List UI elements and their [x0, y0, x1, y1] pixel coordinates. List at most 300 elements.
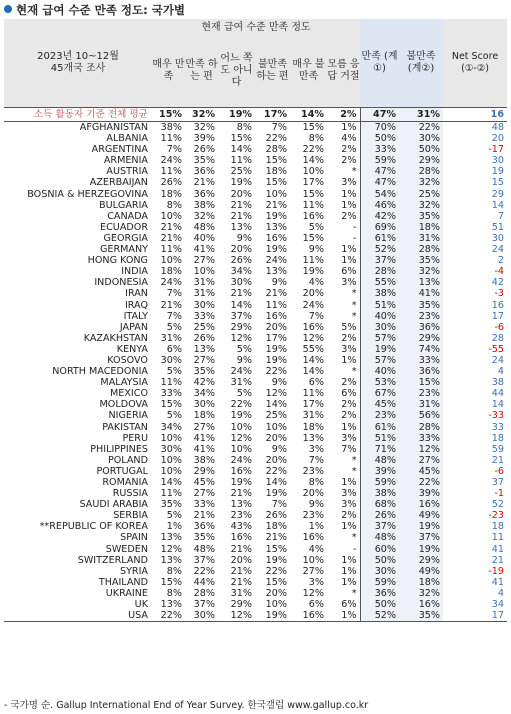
- value-cell: 12%: [230, 332, 252, 344]
- value-cell: 32%: [399, 177, 443, 188]
- value-cell: 13%: [230, 221, 252, 233]
- value-cell: *: [327, 532, 360, 543]
- table-row: [4, 510, 507, 521]
- value-cell: 53%: [360, 377, 399, 388]
- value-cell: 35%: [193, 532, 215, 544]
- satisfaction-table: [4, 19, 507, 622]
- average-net: 16: [443, 108, 507, 122]
- value-cell: 18%: [265, 521, 287, 533]
- value-cell: 17%: [265, 332, 287, 344]
- country-name: ECUADOR: [100, 221, 148, 233]
- net-score-cell: 52: [491, 499, 505, 511]
- header-col-very-dissatisfied: 매우 불만족: [290, 37, 327, 108]
- value-cell: 37%: [360, 521, 399, 532]
- value-cell: 34%: [160, 421, 182, 433]
- value-cell: 31%: [302, 410, 324, 422]
- net-score-cell: 33: [491, 421, 505, 433]
- value-cell: 23%: [399, 388, 443, 399]
- value-cell: 22%: [399, 122, 443, 134]
- value-cell: 9%: [236, 232, 252, 244]
- value-cell: 19%: [265, 244, 287, 256]
- country-name: HONG KONG: [87, 255, 148, 267]
- value-cell: 45%: [360, 399, 399, 410]
- country-name: SYRIA: [119, 565, 148, 577]
- net-score-cell: 17: [491, 310, 505, 322]
- value-cell: 21%: [160, 299, 182, 311]
- value-cell: 18%: [160, 188, 182, 200]
- page-title: [4, 2, 185, 18]
- table-row: [4, 155, 507, 166]
- value-cell: 48%: [193, 221, 215, 233]
- table-row: [4, 555, 507, 566]
- value-cell: 6%: [166, 343, 182, 355]
- table-row: [4, 377, 507, 388]
- value-cell: 40%: [360, 311, 399, 322]
- country-name: ALBANIA: [106, 133, 148, 145]
- value-cell: 10%: [265, 599, 287, 611]
- value-cell: 50%: [360, 555, 399, 566]
- value-cell: 29%: [399, 555, 443, 566]
- value-cell: 68%: [360, 499, 399, 510]
- value-cell: 11%: [160, 166, 182, 178]
- country-name: AZERBAIJAN: [89, 177, 148, 189]
- country-name: INDONESIA: [94, 277, 148, 289]
- value-cell: 3%: [308, 576, 324, 588]
- value-cell: 13%: [193, 343, 215, 355]
- table-row: [4, 189, 507, 200]
- value-cell: 19%: [302, 266, 324, 278]
- value-cell: 21%: [160, 232, 182, 244]
- value-cell: 31%: [193, 277, 215, 289]
- value-cell: 12%: [302, 587, 324, 599]
- table-row: [4, 599, 507, 610]
- net-score-cell: 18: [491, 521, 505, 533]
- value-cell: 6%: [308, 377, 324, 389]
- value-cell: 41%: [399, 288, 443, 299]
- value-cell: 7%: [166, 288, 182, 300]
- value-cell: 24%: [160, 155, 182, 167]
- value-cell: 35%: [193, 366, 215, 378]
- net-score-cell: 30: [491, 232, 505, 244]
- net-score-cell: -1: [494, 488, 505, 500]
- value-cell: 7%: [166, 310, 182, 322]
- table-row: [4, 311, 507, 322]
- value-cell: 24%: [230, 454, 252, 466]
- average-cell: 32%: [185, 108, 218, 122]
- value-cell: 16%: [302, 210, 324, 222]
- value-cell: 27%: [302, 565, 324, 577]
- table-body: [4, 108, 507, 622]
- country-name: IRAQ: [124, 299, 148, 311]
- header-scope: 45개국 조사: [50, 63, 106, 74]
- country-name: NIGERIA: [108, 410, 148, 422]
- value-cell: *: [327, 588, 360, 599]
- value-cell: 59%: [360, 155, 399, 166]
- value-cell: 20%: [230, 188, 252, 200]
- table-row: [4, 388, 507, 399]
- table-row: [4, 222, 507, 233]
- value-cell: 2%: [327, 399, 360, 410]
- value-cell: 29%: [399, 333, 443, 344]
- value-cell: 36%: [399, 366, 443, 377]
- value-cell: 5%: [166, 321, 182, 333]
- value-cell: 19%: [265, 354, 287, 366]
- value-cell: 38%: [360, 488, 399, 499]
- table-row: [4, 544, 507, 555]
- value-cell: 11%: [302, 199, 324, 211]
- value-cell: -: [327, 544, 360, 555]
- value-cell: 28%: [399, 166, 443, 177]
- value-cell: 55%: [360, 277, 399, 288]
- net-score-cell: 59: [491, 443, 505, 455]
- value-cell: 19%: [230, 477, 252, 488]
- value-cell: 1%: [327, 200, 360, 211]
- value-cell: 15%: [302, 232, 324, 244]
- value-cell: 37%: [193, 599, 215, 611]
- net-score-cell: 51: [491, 221, 505, 233]
- value-cell: 42%: [193, 377, 215, 389]
- value-cell: 19%: [265, 343, 287, 355]
- country-name: MEXICO: [110, 388, 148, 400]
- net-score-cell: -55: [488, 343, 505, 355]
- header-sum-dissatisfied: 불만족 (계②): [399, 19, 443, 108]
- country-name: SWEDEN: [105, 543, 148, 555]
- net-score-cell: 18: [491, 432, 505, 444]
- value-cell: 36%: [193, 188, 215, 200]
- value-cell: 35%: [160, 499, 182, 511]
- table-row: [4, 200, 507, 211]
- net-score-cell: 21: [491, 554, 505, 566]
- net-score-cell: -33: [488, 410, 505, 422]
- value-cell: 3%: [308, 443, 324, 455]
- value-cell: 34%: [230, 266, 252, 278]
- footnote: - 국가명 순. Gallup International End of Year Survey. 한국갤럽 www.gallup.co.kr: [4, 700, 369, 711]
- net-score-cell: 4: [497, 366, 505, 378]
- country-name: AFGHANISTAN: [79, 122, 148, 133]
- value-cell: 33%: [399, 355, 443, 366]
- value-cell: 16%: [265, 232, 287, 244]
- net-score-cell: -19: [488, 565, 505, 577]
- country-name: ITALY: [123, 310, 148, 322]
- value-cell: 10%: [160, 255, 182, 267]
- average-cell: 31%: [399, 108, 443, 122]
- average-cell: 2%: [327, 108, 360, 122]
- value-cell: 1%: [327, 244, 360, 255]
- value-cell: 36%: [193, 521, 215, 533]
- value-cell: 21%: [230, 210, 252, 222]
- value-cell: 47%: [360, 166, 399, 177]
- value-cell: 4%: [308, 543, 324, 555]
- value-cell: 3%: [327, 277, 360, 288]
- value-cell: 49%: [399, 566, 443, 577]
- value-cell: 19%: [399, 544, 443, 555]
- table-row: [4, 588, 507, 599]
- value-cell: 17%: [302, 399, 324, 411]
- value-cell: 25%: [265, 410, 287, 422]
- value-cell: 15%: [265, 576, 287, 588]
- value-cell: 3%: [327, 344, 360, 355]
- value-cell: 22%: [193, 565, 215, 577]
- value-cell: 1%: [327, 521, 360, 532]
- value-cell: 3%: [327, 433, 360, 444]
- value-cell: 37%: [230, 310, 252, 322]
- value-cell: 9%: [271, 277, 287, 289]
- value-cell: 24%: [230, 366, 252, 378]
- net-score-cell: 37: [491, 477, 505, 488]
- value-cell: 38%: [193, 199, 215, 211]
- value-cell: 22%: [230, 399, 252, 411]
- value-cell: 15%: [265, 177, 287, 189]
- net-score-cell: 21: [491, 454, 505, 466]
- country-name: NORTH MACEDONIA: [52, 366, 148, 378]
- net-score-cell: 30: [491, 155, 505, 167]
- net-score-cell: 17: [443, 610, 507, 622]
- net-score-cell: -3: [494, 288, 505, 300]
- value-cell: 32%: [399, 200, 443, 211]
- value-cell: 29%: [399, 155, 443, 166]
- value-cell: 60%: [360, 544, 399, 555]
- value-cell: 12%: [302, 332, 324, 344]
- value-cell: *: [327, 466, 360, 477]
- table-row: [4, 488, 507, 499]
- value-cell: 1%: [327, 255, 360, 266]
- value-cell: 22%: [265, 133, 287, 145]
- value-cell: 48%: [360, 455, 399, 466]
- value-cell: 3%: [327, 177, 360, 188]
- value-cell: 13%: [265, 266, 287, 278]
- value-cell: 15%: [265, 543, 287, 555]
- value-cell: 16%: [399, 599, 443, 610]
- table-row: [4, 366, 507, 377]
- value-cell: 32%: [399, 266, 443, 277]
- value-cell: 11%: [230, 155, 252, 167]
- value-cell: 54%: [360, 189, 399, 200]
- table-row: [4, 122, 507, 134]
- value-cell: 1%: [327, 355, 360, 366]
- country-name: PHILIPPINES: [90, 443, 148, 455]
- value-cell: 1%: [327, 555, 360, 566]
- value-cell: 14%: [230, 144, 252, 156]
- value-cell: 74%: [399, 344, 443, 355]
- country-name: ROMANIA: [102, 477, 148, 488]
- header-col-neutral: 어느 쪽도 아니다: [218, 37, 255, 108]
- net-score-cell: 14: [491, 399, 505, 411]
- table-row: [4, 166, 507, 177]
- header-col-satisfied: 만족 하는 편: [185, 37, 218, 108]
- net-score-cell: 11: [491, 532, 505, 544]
- country-name: SAUDI ARABIA: [79, 499, 148, 511]
- value-cell: 37%: [399, 532, 443, 543]
- value-cell: 23%: [230, 510, 252, 522]
- value-cell: *: [327, 455, 360, 466]
- value-cell: 25%: [193, 321, 215, 333]
- value-cell: 15%: [230, 133, 252, 145]
- value-cell: 6%: [327, 599, 360, 610]
- table-row: [4, 288, 507, 299]
- value-cell: 56%: [399, 410, 443, 421]
- value-cell: -: [327, 233, 360, 244]
- value-cell: 25%: [230, 166, 252, 178]
- value-cell: 42%: [360, 211, 399, 222]
- table-row: [4, 344, 507, 355]
- value-cell: 37%: [193, 554, 215, 566]
- value-cell: 5%: [308, 221, 324, 233]
- table-row: [4, 233, 507, 244]
- value-cell: 21%: [230, 543, 252, 555]
- value-cell: 33%: [193, 310, 215, 322]
- average-cell: 17%: [255, 108, 290, 122]
- value-cell: 9%: [308, 244, 324, 256]
- value-cell: 18%: [302, 421, 324, 433]
- value-cell: 1%: [327, 566, 360, 577]
- value-cell: 34%: [193, 388, 215, 400]
- net-score-cell: 38: [491, 377, 505, 389]
- table-row: [4, 355, 507, 366]
- value-cell: 24%: [265, 255, 287, 267]
- net-score-cell: -17: [488, 144, 505, 156]
- country-name: GERMANY: [99, 244, 148, 256]
- country-name: PERU: [122, 432, 148, 444]
- value-cell: 15%: [302, 188, 324, 200]
- value-cell: 2%: [327, 333, 360, 344]
- value-cell: 9%: [236, 354, 252, 366]
- value-cell: 1%: [308, 521, 324, 533]
- value-cell: 10%: [193, 266, 215, 278]
- value-cell: 12%: [265, 388, 287, 400]
- value-cell: 30%: [160, 354, 182, 366]
- value-cell: 47%: [360, 177, 399, 188]
- value-cell: 50%: [360, 599, 399, 610]
- value-cell: 13%: [230, 499, 252, 511]
- net-score-cell: 4: [497, 587, 505, 599]
- value-cell: 39%: [399, 488, 443, 499]
- value-cell: 16%: [265, 310, 287, 322]
- value-cell: 18%: [265, 166, 287, 178]
- value-cell: 12%: [230, 432, 252, 444]
- value-cell: 20%: [265, 454, 287, 466]
- net-score-cell: 44: [491, 388, 505, 400]
- value-cell: 13%: [160, 532, 182, 544]
- value-cell: 36%: [399, 322, 443, 333]
- value-cell: 51%: [360, 433, 399, 444]
- net-score-cell: 41: [491, 576, 505, 588]
- table-row: [4, 577, 507, 588]
- value-cell: 4%: [327, 133, 360, 144]
- country-name: POLAND: [107, 454, 148, 466]
- value-cell: 19%: [255, 610, 290, 622]
- value-cell: 26%: [193, 144, 215, 156]
- value-cell: 21%: [230, 565, 252, 577]
- value-cell: 11%: [265, 299, 287, 311]
- value-cell: *: [327, 300, 360, 311]
- value-cell: 23%: [399, 311, 443, 322]
- value-cell: 26%: [360, 510, 399, 521]
- value-cell: 32%: [399, 588, 443, 599]
- table-row: [4, 177, 507, 188]
- value-cell: 12%: [218, 610, 255, 622]
- value-cell: 22%: [265, 465, 287, 477]
- table-row: [4, 532, 507, 543]
- value-cell: 16%: [290, 610, 327, 622]
- table-row: [4, 433, 507, 444]
- value-cell: 15%: [265, 155, 287, 167]
- value-cell: 43%: [230, 521, 252, 533]
- country-name: BOSNIA & HERZEGOVINA: [27, 188, 148, 200]
- value-cell: 69%: [360, 222, 399, 233]
- country-name: SWITZERLAND: [77, 554, 148, 566]
- value-cell: 39%: [193, 133, 215, 145]
- table-row: [4, 300, 507, 311]
- value-cell: 16%: [302, 532, 324, 544]
- value-cell: 29%: [193, 465, 215, 477]
- net-score-cell: -23: [488, 510, 505, 522]
- value-cell: 31%: [230, 377, 252, 389]
- value-cell: 8%: [166, 587, 182, 599]
- value-cell: 31%: [193, 288, 215, 300]
- value-cell: 8%: [236, 122, 252, 133]
- value-cell: 15%: [302, 122, 324, 133]
- value-cell: 13%: [265, 221, 287, 233]
- value-cell: 11%: [160, 377, 182, 389]
- net-score-cell: -6: [494, 321, 505, 333]
- value-cell: 5%: [236, 388, 252, 400]
- value-cell: 12%: [160, 543, 182, 555]
- value-cell: 7%: [308, 454, 324, 466]
- table-row: [4, 133, 507, 144]
- value-cell: 70%: [360, 122, 399, 134]
- bullet-icon: [4, 5, 12, 13]
- value-cell: 6%: [327, 266, 360, 277]
- value-cell: 18%: [399, 222, 443, 233]
- value-cell: 61%: [360, 422, 399, 433]
- value-cell: 14%: [265, 477, 287, 488]
- value-cell: 30%: [193, 399, 215, 411]
- value-cell: 30%: [399, 133, 443, 144]
- value-cell: 40%: [193, 232, 215, 244]
- value-cell: 6%: [327, 388, 360, 399]
- country-name: CANADA: [107, 210, 148, 222]
- header-period: 2023년 10~12월: [37, 51, 119, 62]
- value-cell: 21%: [193, 510, 215, 522]
- value-cell: 25%: [399, 189, 443, 200]
- header-sum-satisfied: 만족 (계①): [360, 19, 399, 108]
- net-score-cell: 19: [491, 166, 505, 178]
- value-cell: 13%: [160, 599, 182, 611]
- value-cell: 1%: [166, 521, 182, 533]
- value-cell: 2%: [327, 155, 360, 166]
- table-row: [4, 610, 507, 622]
- net-score-cell: 20: [491, 133, 505, 145]
- value-cell: 4%: [308, 277, 324, 289]
- value-cell: 19%: [399, 521, 443, 532]
- average-row: [4, 108, 507, 122]
- value-cell: 14%: [302, 366, 324, 378]
- value-cell: 10%: [302, 166, 324, 178]
- header-net-score: Net Score (①-②): [443, 19, 507, 108]
- country-name: GEORGIA: [103, 232, 148, 244]
- value-cell: 71%: [360, 444, 399, 455]
- header-col-dont-know: 모름 응답 거절: [327, 37, 360, 108]
- value-cell: 18%: [160, 266, 182, 278]
- value-cell: 27%: [399, 455, 443, 466]
- value-cell: 8%: [166, 565, 182, 577]
- value-cell: 11%: [302, 388, 324, 400]
- value-cell: 7%: [271, 499, 287, 511]
- country-name: AUSTRIA: [106, 166, 148, 178]
- country-name: ARGENTINA: [91, 144, 148, 156]
- table-row: [4, 477, 507, 488]
- value-cell: 23%: [302, 465, 324, 477]
